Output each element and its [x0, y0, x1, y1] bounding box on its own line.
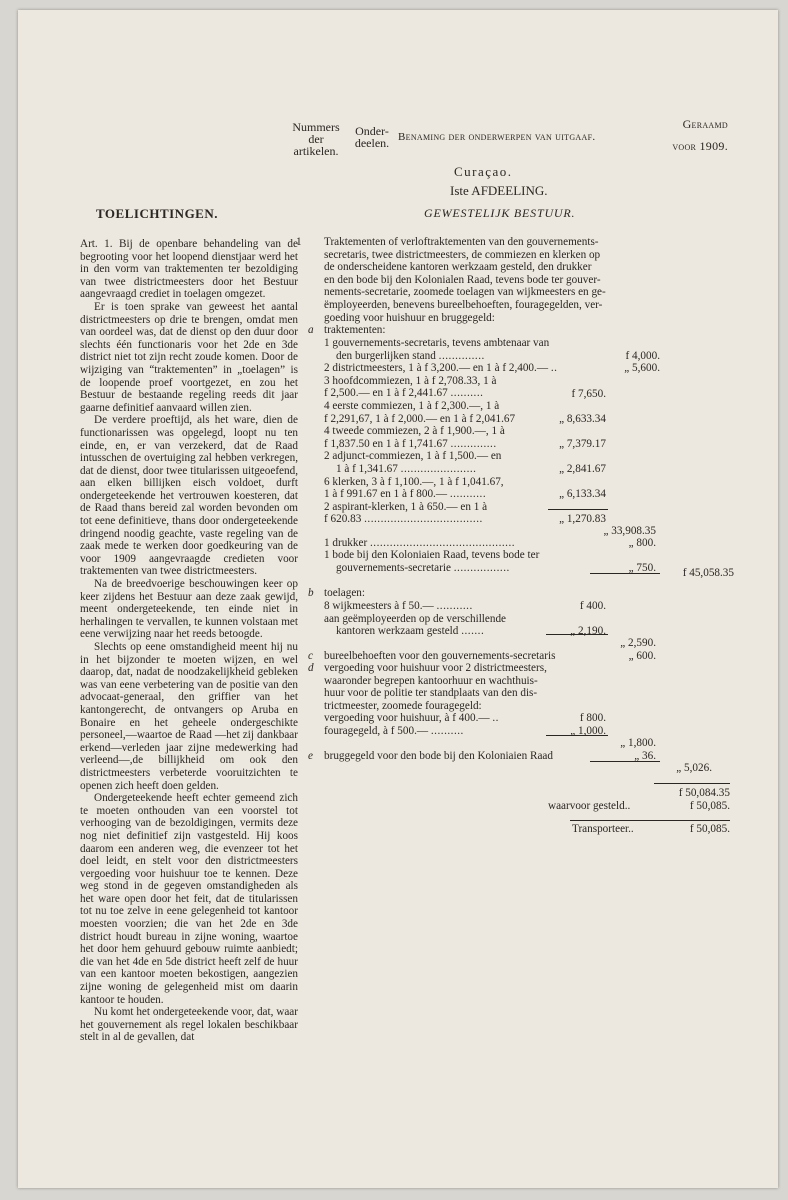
- colony-title: Curaçao.: [454, 164, 513, 179]
- item-b-label: toelagen:: [324, 587, 366, 599]
- item-letter-e: e: [308, 750, 313, 762]
- item-a-lines: 1 gouvernements-secretaris, tevens ambtenaar van den burgerlijken stand .............. 2 districtmeesters, 1 à f 3,200.— en 1 à f 2,400.— .. 3 hoofdcommiezen, 1 à f 2,708.33, 1 à f 2,500.— en 1 à f 2,441.67 .......... 4 eerste commiezen, 1 à f 2,300.—, 1 à f 2,291,67, 1 à f 2,000.— en 1 à f 2,041.67 4 tweede commiezen, 2 à f 1,900.—, 1 à f 1,837.50 en 1 à f 1,741.67 .............. 2 adjunct-commiezen, 1 à f 1,500.— en 1 à f 1,341.67 ....................... 6 klerken, 3 à f 1,100.—, 1 à f 1,041.67, 1 à f 991.67 en 1 à f 800.— ........... 2 aspirant-klerken, 1 à 650.— en 1 à f 620.83 ....................................: [324, 337, 558, 526]
- notes-title: TOELICHTINGEN.: [96, 206, 218, 221]
- item-letter-b: b: [308, 587, 314, 599]
- grand-total: f 50,084.35: [678, 787, 730, 799]
- item-d-lines: vergoeding voor huishuur voor 2 districtmeesters, waaronder begrepen kantoorhuur en wachthuis- huur voor de politie ter standplaats van den dis- trictmeester, zoomede fouragegeld: vergoeding voor huishuur, à f 400.— .. fouragegeld, à f 500.— ..........: [324, 662, 547, 737]
- item-c-text: bureelbehoeften voor den gouvernements-secretaris: [324, 650, 556, 662]
- item-b-lines: 8 wijkmeesters à f 50.— ........... aan geëmployeerden op de verschillende kantoren werkzaam gesteld .......: [324, 600, 507, 638]
- waarvoor-label: waarvoor gesteld..: [548, 800, 631, 812]
- header-articles: Nummers der artikelen.: [292, 120, 340, 158]
- amount: „ 750.: [628, 562, 656, 574]
- subtotal: „ 1,800.: [620, 737, 656, 749]
- amount: f 800.: [579, 712, 606, 724]
- header-estimate: Geraamd voor 1909.: [672, 117, 728, 153]
- division-title: Iste AFDEELING.: [450, 183, 548, 198]
- rule: [590, 573, 660, 574]
- amount: f 4,000.: [625, 350, 660, 362]
- transport-label: Transporteer..: [572, 823, 634, 835]
- paragraph: Ondergeteekende heeft echter gemeend zich te moeten onthouden van een voorstel tot verhooging van de bezoldigingen, vermits deze nog niet definitief zijn vastgesteld. Hij koos daarom een anderen weg, die evenzeer tot het doel leidt, en stelt voor den districtmeesters vergoeding voor huishuur toe te kennen. Deze weg stond in de gegeven omstandigheden als het ware open door het feit, dat de titularissen tot nu toe zelve in eene gelegenheid tot kantoor moesten voorzien; die van het 2de en 3de district houdt bureau in zijne woning, waartoe het door hem gehuurd gebouw ruimte aanbiedt; die van het 4de en 5de district heeft zelf de huur van een kantoor moeten bekostigen, aangezien zijne woning de gelegenheid mist om daarin kantoor te houden.: [80, 792, 298, 1006]
- subtotal: „ 5,026.: [676, 762, 712, 774]
- item-a-bode: 1 bode bij den Koloniaien Raad, tevens bode ter gouvernements-secretarie .................: [324, 549, 540, 574]
- transport-amount: f 50,085.: [689, 823, 730, 835]
- item-letter-a: a: [308, 324, 314, 336]
- document-page: [18, 10, 778, 1188]
- amount: „ 600.: [628, 650, 656, 662]
- item-a-label: traktementen:: [324, 324, 386, 336]
- header-subdivisions: Onder- deelen.: [354, 124, 390, 150]
- item-letter-c: c: [308, 650, 313, 662]
- rule: [546, 735, 608, 736]
- total: f 45,058.35: [682, 567, 734, 579]
- paragraph: Na de breedvoerige beschouwingen keer op keer zijdens het Bestuur aan deze zaak gewijd, meent ondergeteekende, ten einde niet in herhalingen te vervallen, te kunnen volstaan met eene verwijzing naar het reeds betoogde.: [80, 578, 298, 641]
- amount: „ 1,270.83: [559, 513, 606, 525]
- amount: f 7,650.: [571, 388, 606, 400]
- article-number: 1: [296, 236, 302, 248]
- rule: [570, 820, 730, 821]
- amount: „ 2,841.67: [559, 463, 606, 475]
- item-a-drukker: 1 drukker ............................................: [324, 537, 516, 549]
- paragraph: Nu komt het ondergeteekende voor, dat, waar het gouvernement als regel lokalen beschikbaar stelt in al de gevallen, dat: [80, 1006, 298, 1044]
- notes-column: [80, 238, 298, 1044]
- rule: [546, 634, 608, 635]
- item-letter-d: d: [308, 662, 314, 674]
- amount: „ 6,133.34: [559, 488, 606, 500]
- article-intro: Traktementen of verloftraktementen van den gouvernements- secretaris, twee districtmeesters, de commiezen en klerken op de onderscheidene kantoren werkzaam gesteld, den drukker en den bode bij den Kolonialen Raad, tevens bode ter gouver- nements-secretarie, zoomede toelagen van wijkmeesters en ge- ëmployeerden, benevens bureelbehoeften, fouragegelden, ver- goeding voor huishuur en bruggegeld:: [324, 236, 606, 324]
- subtotal: „ 2,590.: [620, 637, 656, 649]
- section-title: GEWESTELIJK BESTUUR.: [424, 206, 576, 220]
- rule: [654, 783, 730, 784]
- amount: „ 8,633.34: [559, 413, 606, 425]
- header-description: Benaming der onderwerpen van uitgaaf.: [398, 131, 596, 143]
- amount: „ 5,600.: [624, 362, 660, 374]
- paragraph: De verdere proeftijd, als het ware, dien de functionarissen was opgelegd, loopt nu ten einde, en, er van verzekerd, dat de Raad intusschen de overtuiging zal hebben verkregen, dat de dienst, door twee titularissen uitgeoefend, aan elken billijken eisch voldoet, durft ondergeteekende het vertrouwen koesteren, dat de Raad thans bereid zal worden bevonden om tot eene definitieve, thans door ondergeteekende dringend noodig geachte, vaste regeling van de zaak mede te werken door goedkeuring van de voor 1909 aangevraagde credieten voor traktementen van twee districtmeesters.: [80, 414, 298, 578]
- amount: „ 800.: [628, 537, 656, 549]
- amount: f 400.: [579, 600, 606, 612]
- paragraph: Er is toen sprake van geweest het aantal districtmeesters op drie te brengen, omdat men van oordeel was, dat de dienst op den duur door slechts één functionaris voor het 2de en 3de district niet tot zijn recht zoude komen. Door de wijziging van “traktementen” in „toelagen” is de loopende proef voortgezet, en zou het Bestuur de bestaande regeling reeds dit jaar gaarne definitief aanvaard willen zien.: [80, 300, 298, 414]
- rule: [548, 509, 608, 510]
- paragraph: Slechts op eene omstandigheid meent hij nu in het bijzonder te moeten wijzen, en wel daarop, dat, nadat de noodzakelijkheid gebleken was van eene verbetering van de positie van den advocaat-generaal, den griffier van het kantongerecht, de ontvangers op Aruba en Bonaire en het geheele ondergeschikte personeel,—waartoe de Raad —het zij dankbaar erkend—verleden jaar zijne medewerking had verleend—,de billijkheid om ook den districtmeesters verbeterde vooruitzichten te openen zich heeft doen gelden.: [80, 641, 298, 792]
- amount: „ 2,190.: [570, 625, 606, 637]
- subtotal: „ 33,908.35: [603, 525, 656, 537]
- waarvoor-amount: f 50,085.: [689, 800, 730, 812]
- paragraph: Art. 1. Bij de openbare behandeling van de begrooting voor het loopend dienstjaar werd het in den vorm van traktementen ter bezoldiging van twee districtmeesters door het Bestuur aangevraagd crediet in toelagen omgezet.: [80, 238, 298, 301]
- amount: „ 36.: [634, 750, 656, 762]
- item-e-text: bruggegeld voor den bode bij den Koloniaien Raad: [324, 750, 553, 762]
- amount: „ 1,000.: [570, 725, 606, 737]
- amount: „ 7,379.17: [559, 438, 606, 450]
